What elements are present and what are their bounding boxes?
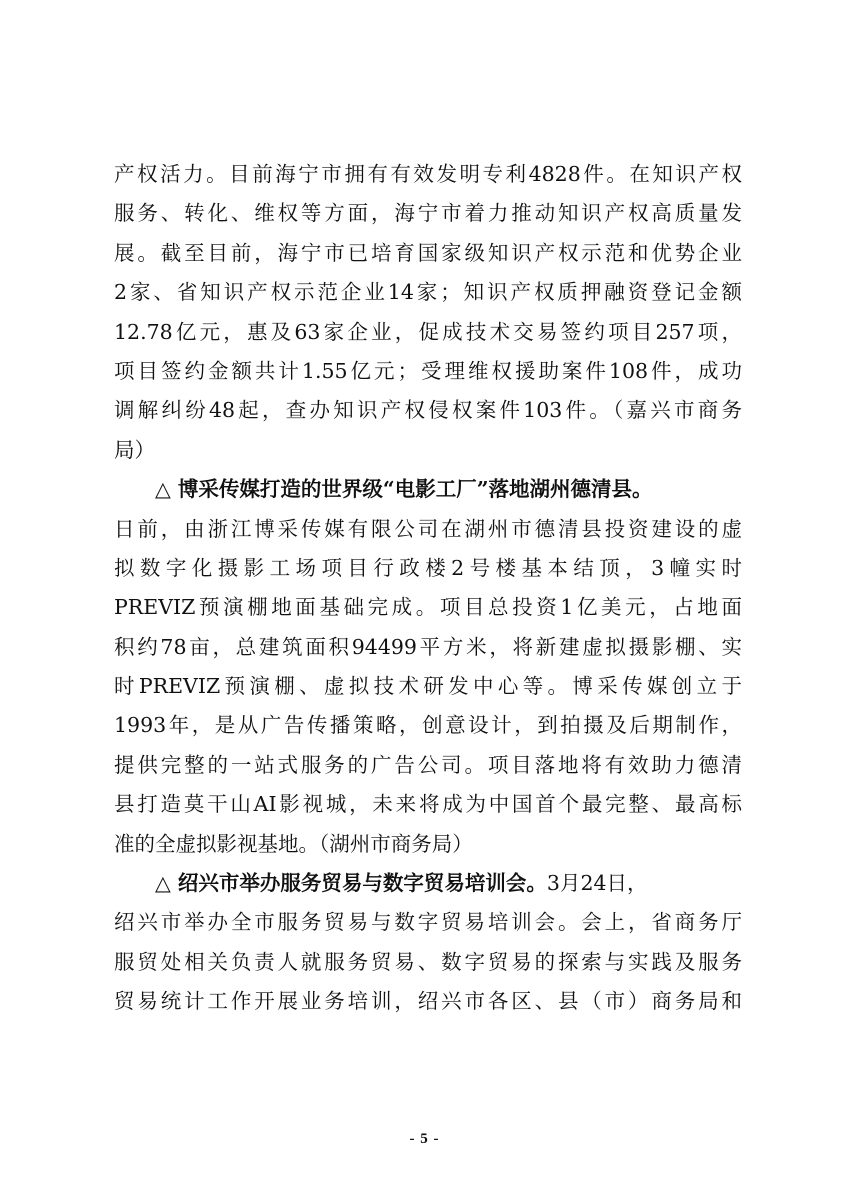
text-line: 县打造莫干山AI影视城，未来将成为中国首个最完整、最高标 xyxy=(114,792,742,817)
text-line: 局） xyxy=(114,437,155,462)
headline-text: △ 绍兴市举办服务贸易与数字贸易培训会。 xyxy=(155,871,547,896)
text-line: 日前，由浙江博采传媒有限公司在湖州市德清县投资建设的虚 xyxy=(114,516,742,541)
headline-text: △ 博采传媒打造的世界级“电影工厂”落地湖州德清县。 xyxy=(155,477,653,502)
text-line: 项目签约金额共计1.55亿元；受理维权援助案件108件，成功 xyxy=(114,358,742,383)
text-line: 1993年，是从广告传播策略，创意设计，到拍摄及后期制作， xyxy=(114,713,742,738)
text-line: PREVIZ预演棚地面基础完成。项目总投资1亿美元，占地面 xyxy=(114,595,742,620)
text-line: 积约78亩，总建筑面积94499平方米，将新建虚拟摄影棚、实 xyxy=(114,634,742,659)
text-line: 时PREVIZ预演棚、虚拟技术研发中心等。博采传媒创立于 xyxy=(114,674,742,699)
text-line: 提供完整的一站式服务的广告公司。项目落地将有效助力德清 xyxy=(114,752,742,777)
text-line: 贸易统计工作开展业务培训，绍兴市各区、县（市）商务局和 xyxy=(114,989,742,1014)
headline-trailing-text: 3月24日， xyxy=(546,871,648,896)
body-text xyxy=(114,155,742,1022)
text-line: 服务、转化、维权等方面，海宁市着力推动知识产权高质量发 xyxy=(114,201,742,226)
text-line: 12.78亿元，惠及63家企业，促成技术交易签约项目257项， xyxy=(114,319,742,344)
text-line: 展。截至目前，海宁市已培育国家级知识产权示范和优势企业 xyxy=(114,240,742,265)
text-line: 拟数字化摄影工场项目行政楼2号楼基本结顶，3幢实时 xyxy=(114,555,742,580)
page-number: - 5 - xyxy=(409,1131,440,1147)
text-line: 准的全虚拟影视基地。（湖州市商务局） xyxy=(114,831,473,856)
text-line: 服贸处相关负责人就服务贸易、数字贸易的探索与实践及服务 xyxy=(114,949,742,974)
text-line: 绍兴市举办全市服务贸易与数字贸易培训会。会上，省商务厅 xyxy=(114,910,742,935)
news-item-headline xyxy=(114,470,742,509)
text-line: 调解纠纷48起，查办知识产权侵权案件103件。（嘉兴市商务 xyxy=(114,398,742,423)
text-line: 产权活力。目前海宁市拥有有效发明专利4828件。在知识产权 xyxy=(114,162,742,186)
text-line: 2家、省知识产权示范企业14家；知识产权质押融资登记金额 xyxy=(114,280,742,305)
news-item-headline xyxy=(114,864,742,903)
